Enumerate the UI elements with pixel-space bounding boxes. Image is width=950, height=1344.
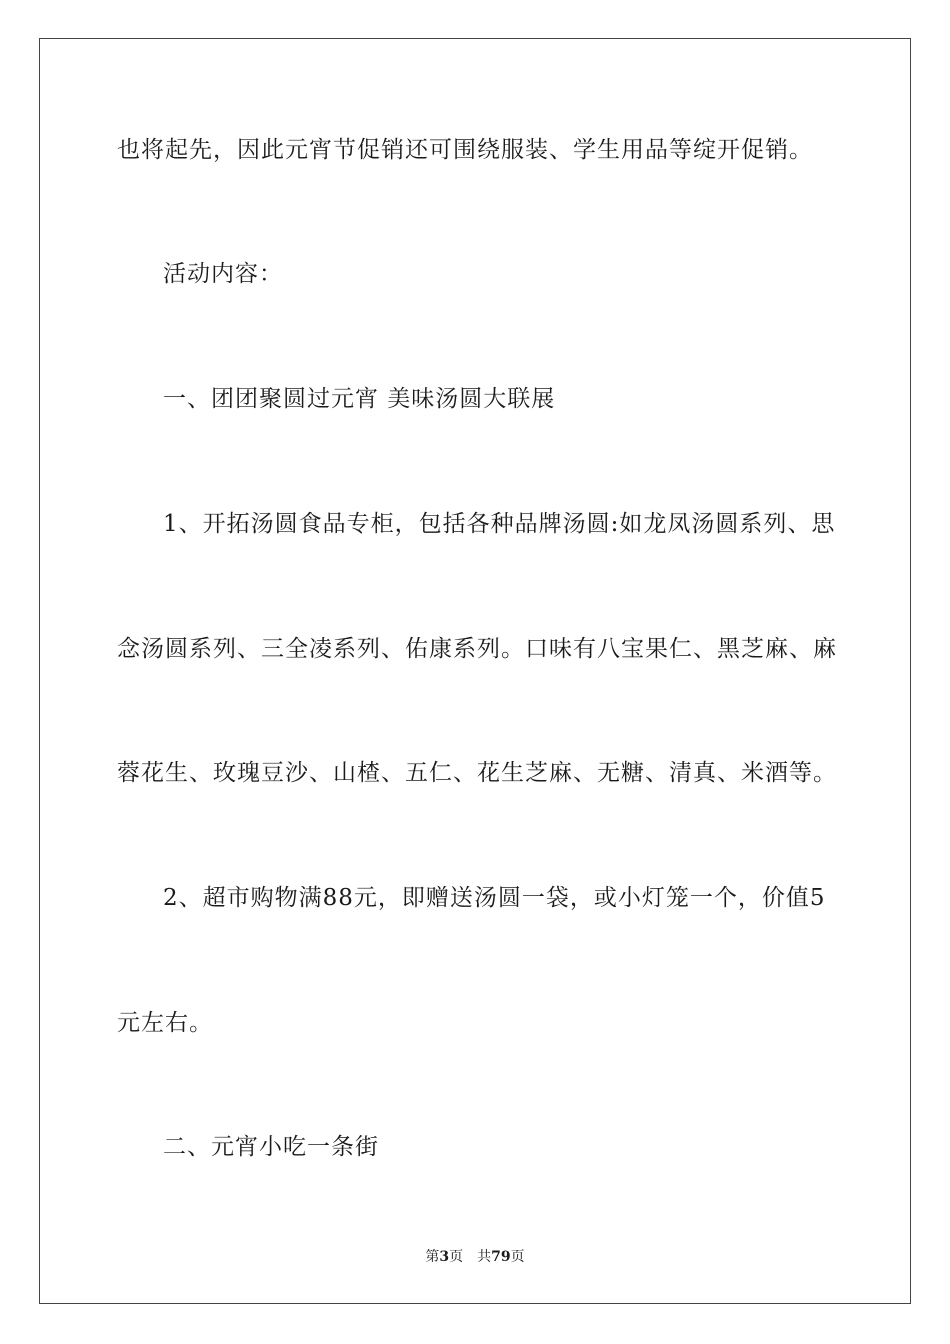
page-suffix: 页 — [449, 1249, 464, 1265]
section-heading: 一、团团聚圆过元宵 美味汤圆大联展 — [163, 386, 556, 412]
body-text-line: 2、超市购物满88元，即赠送汤圆一袋，或小灯笼一个，价值5 — [163, 885, 826, 911]
body-text-line: 念汤圆系列、三全凌系列、佑康系列。口味有八宝果仁、黑芝麻、麻 — [117, 636, 837, 662]
page-frame — [39, 38, 911, 1304]
total-suffix: 页 — [510, 1249, 525, 1265]
section-heading: 二、元宵小吃一条街 — [163, 1134, 379, 1160]
total-pages: 79 — [491, 1249, 511, 1265]
body-text-line: 1、开拓汤圆食品专柜，包括各种品牌汤圆:如龙凤汤圆系列、思 — [163, 511, 836, 537]
page-number: 3 — [439, 1249, 450, 1265]
section-heading: 活动内容： — [163, 261, 283, 287]
page-prefix: 第 — [425, 1249, 440, 1265]
body-text-line: 也将起先，因此元宵节促销还可围绕服装、学生用品等绽开促销。 — [117, 137, 813, 163]
body-text-line: 蓉花生、玫瑰豆沙、山楂、五仁、花生芝麻、无糖、清真、米酒等。 — [117, 760, 837, 786]
total-prefix: 共 — [477, 1249, 492, 1265]
page-footer — [0, 1247, 950, 1267]
body-text-line: 元左右。 — [117, 1010, 213, 1036]
